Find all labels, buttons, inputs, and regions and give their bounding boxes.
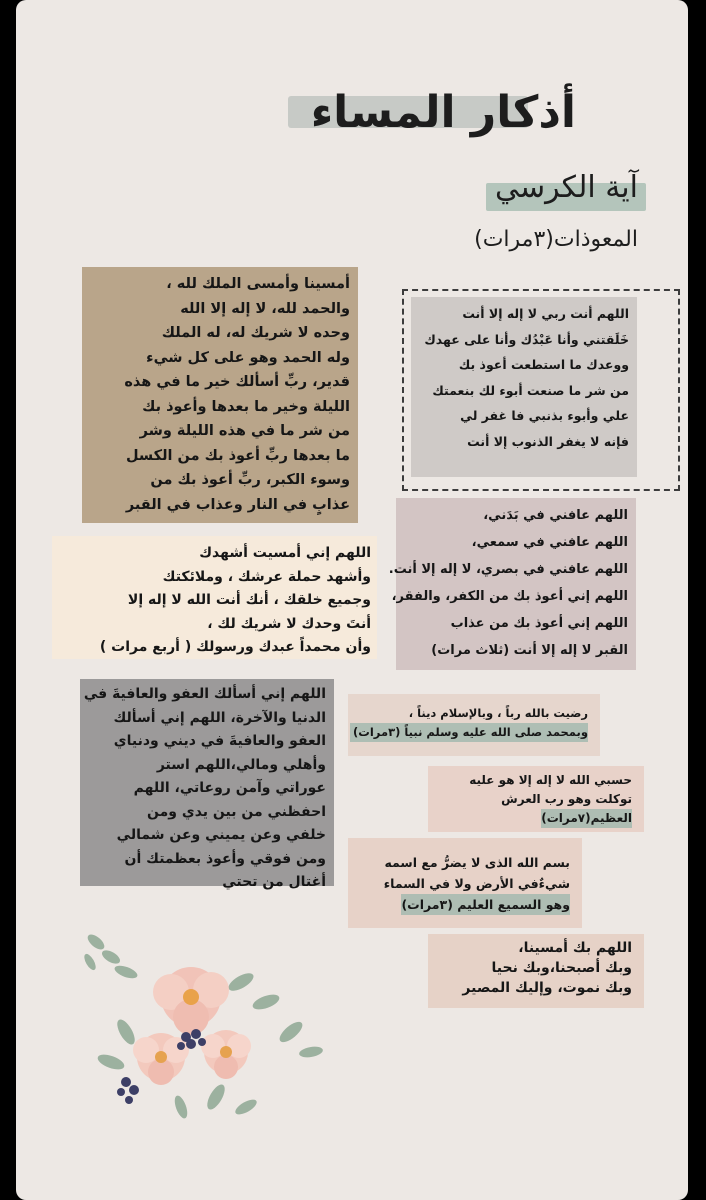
dhikr-line: خَلَقتني وأنا عَبْدُك وأنا على عهدك xyxy=(424,331,629,347)
dhikr-card-raditu xyxy=(348,694,600,756)
dhikr-line: خلفي وعن يميني وعن شمالي xyxy=(116,827,326,843)
title-block xyxy=(266,82,586,144)
dhikr-line: ووعدك ما استطعت أعوذ بك xyxy=(458,357,629,372)
dhikr-line: وأن محمداً عبدك ورسولك ( أربع مرات ) xyxy=(99,639,371,655)
dhikr-line: أنتَ وحدك لا شريك لك ، xyxy=(207,615,371,632)
dhikr-line: بسم الله الذى لا يضرُّ مع اسمه xyxy=(384,855,570,870)
dhikr-line: وسوء الكبر، ربِّ أعوذ بك من xyxy=(150,472,350,488)
dhikr-line: العظيم(٧مرات) xyxy=(541,809,632,828)
dhikr-card-ashhaduk xyxy=(52,536,377,659)
dhikr-line: وجميع خلقك ، أنك أنت الله لا إله إلا xyxy=(127,592,371,608)
dhikr-line: وهو السميع العليم (٣مرات) xyxy=(401,894,570,915)
dhikr-line: ما بعدها ربِّ أعوذ بك من الكسل xyxy=(125,447,350,464)
dhikr-line: وأشهد حملة عرشك ، وملائكتك xyxy=(162,568,371,585)
dhikr-card-bika-amsayna xyxy=(428,934,644,1008)
dhikr-line: الدنيا والآخرة، اللهم إني أسألك xyxy=(113,709,326,726)
dhikr-line: حسبي الله لا إله إلا هو عليه xyxy=(469,773,632,787)
dhikr-line: عذابٍ في النار وعذاب في القبر xyxy=(125,496,350,513)
dhikr-line: اللهم إني أعوذ بك من الكفر، والفقر، xyxy=(391,589,628,604)
dhikr-line: رضيت بالله رباً ، وبالإسلام ديناً ، xyxy=(408,706,588,720)
dhikr-card-sayyid-al-istighfar xyxy=(411,297,637,477)
dhikr-line: وبك نموت، وإليك المصير xyxy=(462,980,632,996)
dhikr-line: عوراتي وآمن روعاتي، اللهم xyxy=(133,780,326,796)
subtitle-ayat-alkursi: آية الكرسي xyxy=(494,170,638,205)
subtitle-muawwidhat: المعوذات(٣مرات) xyxy=(474,227,638,252)
dhikr-line: وبمحمد صلى الله عليه وسلم نبياً (٣مرات) xyxy=(350,723,588,742)
dhikr-line: أمسينا وأمسى الملك لله ، xyxy=(166,276,350,292)
dhikr-card-hasbiyallah xyxy=(428,766,644,832)
dhikr-line: والحمد لله، لا إله إلا الله xyxy=(180,300,350,317)
flower-icon xyxy=(201,1030,251,1079)
dhikr-line: توكلت وهو رب العرش xyxy=(501,792,632,806)
dhikr-line: اللهم إني أسألك العفو والعافيةَ في xyxy=(83,686,326,702)
dhikr-line: احفظني من بين يدي ومن xyxy=(147,803,326,820)
dhikr-line: اللهم إني أمسيت أشهدك xyxy=(199,545,371,561)
dhikr-line: اللهم بك أمسينا، xyxy=(518,940,632,956)
flower-icon xyxy=(133,1033,189,1085)
dhikr-line: اللهم أنت ربي لا إله إلا أنت xyxy=(462,306,629,321)
dhikr-line: فإنه لا يغفر الذنوب إلا أنت xyxy=(467,433,629,449)
dhikr-line: القبر لا إله إلا أنت (ثلاث مرات) xyxy=(431,643,628,658)
dhikr-line: اللهم عافني في بصري، لا إله إلا أنت. xyxy=(388,562,628,577)
dhikr-line: وأهلي ومالي،اللهم استر xyxy=(156,756,326,773)
dhikr-card-amsayna xyxy=(82,267,358,523)
flower-icon xyxy=(153,967,229,1035)
dhikr-card-bismillah xyxy=(348,838,582,928)
dhikr-line: الليلة وخير ما بعدها وأعوذ بك xyxy=(142,398,350,415)
dhikr-card-afini xyxy=(388,498,636,670)
dhikr-card-al-afw xyxy=(80,679,334,890)
dhikr-line: أغتال من تحتي xyxy=(222,874,326,890)
dhikr-line: شيءٌفي الأرض ولا في السماء xyxy=(383,876,570,891)
dhikr-line: اللهم عافني في سمعي، xyxy=(471,535,628,550)
page xyxy=(16,0,688,1200)
dhikr-line: علي وأبوء بذنبي فا غفر لي xyxy=(460,408,629,423)
dhikr-line: العفو والعافيةَ في ديني ودنياي xyxy=(113,733,326,749)
dhikr-line: قدير، ربِّ أسألك خير ما في هذه xyxy=(124,374,350,390)
dhikr-line: ومن فوقي وأعوذ بعظمتك أن xyxy=(124,850,326,867)
page-title: أذكار المساء xyxy=(310,87,576,138)
dhikr-line: من شر ما في هذه الليلة وشر xyxy=(139,423,350,439)
dhikr-line: وله الحمد وهو على كل شيء xyxy=(146,349,350,366)
dhikr-line: وحده لا شريك له، له الملك xyxy=(161,325,350,341)
flower-bouquet-illustration xyxy=(66,922,336,1132)
dhikr-line: من شر ما صنعت أبوء لك بنعمتك xyxy=(432,382,629,398)
dhikr-line: وبك أصبحنا،وبك نحيا xyxy=(491,960,632,976)
dhikr-line: اللهم عافني في بَدَني، xyxy=(483,508,628,523)
dhikr-line: اللهم إني أعوذ بك من عذاب xyxy=(450,616,628,631)
